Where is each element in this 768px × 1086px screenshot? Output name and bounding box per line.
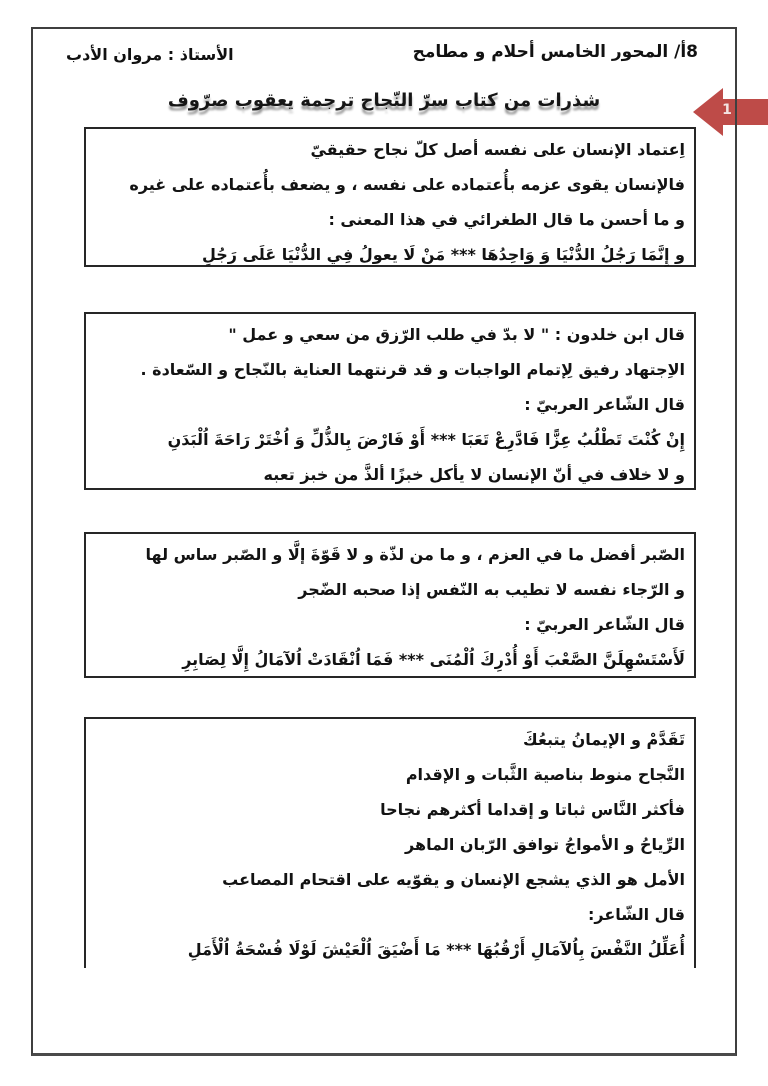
- margin-marker: [693, 88, 768, 136]
- text-line: الرِّياحُ و الأمواجُ توافق الرّبان الماهر: [405, 835, 685, 854]
- text-line: فالإنسان يقوى عزمه بأُعتماده على نفسه ، و يضعف بأُعتماده على غيره: [129, 175, 685, 194]
- page-title: شذرات من كتاب سرّ النّجاح ترجمة يعقوب صرّوف: [167, 90, 601, 111]
- verse-line: إِنْ كُنْتَ تَطْلُبُ عِزًّا فَادَّرِعْ تَعَبَا *** أَوْ فَارْضَ بِالذُّلِّ وَ اُخْتَرْ رَاحَةَ اُلْبَدَنِ: [167, 430, 685, 449]
- verse-line: و إِنَّمَا رَجُلُ الدُّنْيَا وَ وَاحِدُهَا *** مَنْ لَا يعولُ فِي الدُّنْيَا عَلَى رَجُلِ: [201, 245, 685, 264]
- text-line: اِعتماد الإنسان على نفسه أصل كلّ نجاح حقيقيّ: [310, 140, 685, 159]
- header-course-title: 8أ/ المحور الخامس أحلام و مطامح: [412, 42, 698, 62]
- text-line: قال الشّاعر:: [588, 905, 685, 924]
- text-line: و لا خلاف في أنّ الإنسان لا يأكل خبزًا ألذَّ من خبز تعبه: [263, 465, 685, 484]
- text-line: فأكثر النَّاس ثباتا و إقداما أكثرهم نجاحا: [380, 800, 685, 819]
- quote-box-patience: [84, 532, 696, 678]
- text-line: الصّبر أفضل ما في العزم ، و ما من لذّة و لا قَوّةَ إلَّا و الصّبر ساس لها: [145, 545, 685, 564]
- verse-line: أُعَلِّلُ النَّفْسَ بِاُلآمَالِ أَرْقُبُهَا *** مَا أَضْيَقَ اُلْعَيْشَ لَوْلَا فُسْحَةُ اُلْأَمَلِ: [187, 940, 685, 959]
- quote-box-work-effort: [84, 312, 696, 490]
- text-line: النَّجاح منوط بناصية الثَّبات و الإقدام: [405, 765, 685, 784]
- text-line: تَقَدَّمْ و الإيمانُ يتبعُكَ: [523, 730, 685, 749]
- marker-number: 1: [722, 102, 732, 118]
- text-line: قال الشّاعر العربيّ :: [524, 615, 685, 634]
- text-line: و الرّجاء نفسه لا تطيب به النّفس إذا صحبه الضّجر: [298, 580, 685, 599]
- text-line: و ما أحسن ما قال الطغرائي في هذا المعنى :: [328, 210, 685, 229]
- text-line: قال ابن خلدون : " لا بدّ في طلب الرّزق من سعي و عمل ": [228, 325, 685, 344]
- text-line: الأمل هو الذي يشجع الإنسان و يقوّيه على اقتحام المصاعب: [222, 870, 685, 889]
- quote-box-self-reliance: [84, 127, 696, 267]
- header-teacher-name: الأستاذ : مروان الأدب: [66, 45, 234, 64]
- verse-line: لَأَسْتَسْهِلَنَّ الصَّعْبَ أَوْ أُدْرِكَ اُلْمُنَى *** فَمَا اُنْقَادَتْ اُلآمَالُ إِلَّا لِصَابِرِ: [182, 650, 685, 669]
- text-line: قال الشّاعر العربيّ :: [524, 395, 685, 414]
- text-line: الاِجتهاد رفيق لِإتمام الواجبات و قد قرنتهما العناية بالنّجاح و السّعادة .: [140, 360, 685, 379]
- quote-box-courage-hope: [84, 717, 696, 968]
